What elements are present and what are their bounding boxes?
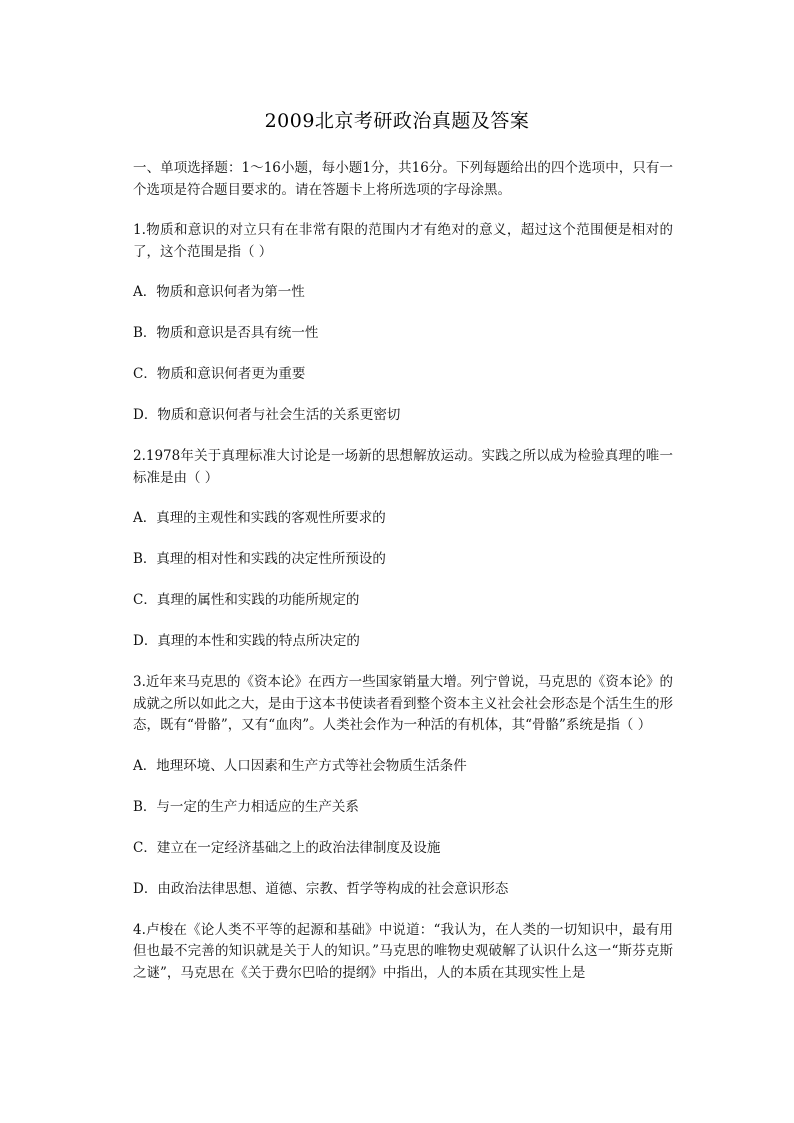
question-2-option-a: A．真理的主观性和实践的客观性所要求的 xyxy=(133,510,386,526)
question-2-stem: 2.1978年关于真理标准大讨论是一场新的思想解放运动。实践之所以成为检验真理的唯一标准是由（ ） xyxy=(133,448,673,486)
question-2-option-d: D．真理的本性和实践的特点所决定的 xyxy=(133,633,360,649)
question-1-stem: 1.物质和意识的对立只有在非常有限的范围内才有绝对的意义，超过这个范围便是相对的了，这个范围是指（ ） xyxy=(133,222,673,260)
question-3-stem: 3.近年来马克思的《资本论》在西方一些国家销量大增。列宁曾说，马克思的《资本论》的成就之所以如此之大，是由于这本书使读者看到整个资本主义社会社会形态是个活生生的形态，既有“骨骼”，又有“血肉”。人类社会作为一种活的有机体，其“骨骼”系统是指（ ） xyxy=(133,674,673,733)
question-3-option-a: A．地理环境、人口因素和生产方式等社会物质生活条件 xyxy=(133,757,467,774)
question-3-option-b: B．与一定的生产力相适应的生产关系 xyxy=(133,798,359,815)
question-1-option-c: C．物质和意识何者更为重要 xyxy=(133,366,306,382)
question-1-option-a: A．物质和意识何者为第一性 xyxy=(133,284,305,300)
document-body xyxy=(133,158,673,1003)
question-4-stem: 4.卢梭在《论人类不平等的起源和基础》中说道：“我认为，在人类的一切知识中，最有用但也最不完善的知识就是关于人的知识。”马克思的唯物史观破解了认识什么这一“斯芬克斯之谜”，马克思在《关于费尔巴哈的提纲》中指出，人的本质在其现实性上是 xyxy=(133,921,673,981)
instructions-paragraph: 一、单项选择题：1～16小题，每小题1分，共16分。下列每题给出的四个选项中，只有一个选项是符合题目要求的。请在答题卡上将所选项的字母涂黑。 xyxy=(133,160,673,198)
document-title: 2009北京考研政治真题及答案 xyxy=(264,110,530,132)
question-3-option-c: C．建立在一定经济基础之上的政治法律制度及设施 xyxy=(133,839,441,856)
question-1-option-d: D．物质和意识何者与社会生活的关系更密切 xyxy=(133,407,401,423)
question-3-option-d: D．由政治法律思想、道德、宗教、哲学等构成的社会意识形态 xyxy=(133,880,509,897)
question-1-option-b: B．物质和意识是否具有统一性 xyxy=(133,325,319,341)
question-2-option-c: C．真理的属性和实践的功能所规定的 xyxy=(133,592,360,608)
question-2-option-b: B．真理的相对性和实践的决定性所预设的 xyxy=(133,551,386,567)
